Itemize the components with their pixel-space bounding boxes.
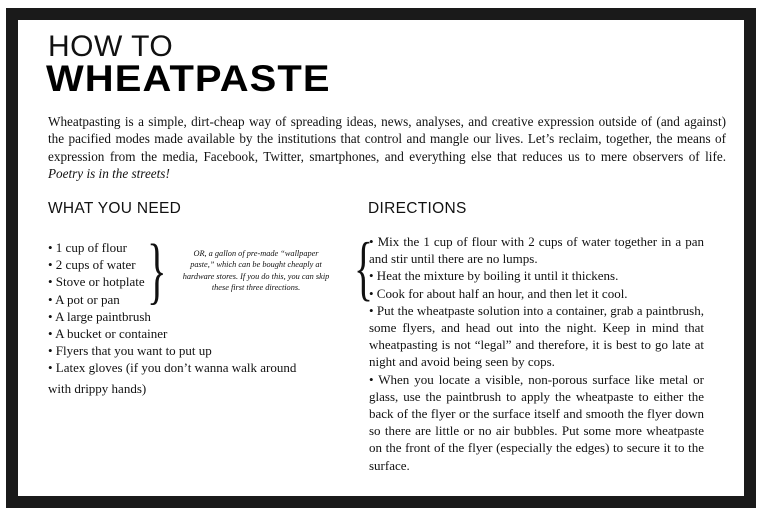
list-item: • 1 cup of flour: [48, 240, 127, 255]
intro-emphasis: Poetry is in the streets!: [48, 166, 170, 182]
list-item: • Flyers that you want to put up: [48, 343, 212, 359]
list-item: • A bucket or container: [48, 326, 168, 342]
direction-step: • Mix the 1 cup of flour with 2 cups of water together in a pan and stir until there are no lumps.: [369, 234, 704, 267]
intro-text: Wheatpasting is a simple, dirt-cheap way of spreading ideas, news, analyses, and creative expression outside of (and against) the pacified modes made available by the institutions that control and mangle our lives. Let’s reclaim, together, the means of expression from the media, Facebook, Twitter, smartphones, and everything else that reduces us to mere observers of life.: [48, 114, 726, 164]
direction-step: • Cook for about half an hour, and then let it cool.: [369, 285, 628, 301]
direction-step: • Put the wheatpaste solution into a container, grab a paintbrush, some flyers, and head out into the night. Keep in mind that wheatpasting is not “legal” and therefore, it is best to go late at night and avoid being seen by cops.: [369, 302, 704, 370]
right-brace-icon: }: [147, 230, 167, 312]
intro-paragraph: [48, 113, 726, 183]
list-item: • Stove or hotplate: [48, 274, 145, 290]
list-item: • A pot or pan: [48, 291, 120, 307]
direction-step: • Heat the mixture by boiling it until it thickens.: [369, 268, 619, 284]
list-item: • Latex gloves (if you don’t wanna walk around: [48, 360, 297, 376]
directions-heading: DIRECTIONS: [368, 200, 467, 217]
left-brace-icon: {: [354, 228, 374, 308]
list-item-continuation: with drippy hands): [48, 380, 147, 396]
what-you-need-heading: WHAT YOU NEED: [48, 200, 182, 217]
document-page: [18, 20, 744, 496]
page-frame: [6, 8, 756, 508]
list-item: • 2 cups of water: [48, 257, 136, 273]
title-light: HOW TO: [48, 30, 174, 63]
wallpaper-paste-note: OR, a gallon of pre-made “wallpaper paste,” which can be bought cheaply at hardware stores. If you do this, you can skip these first three directions.: [182, 249, 330, 293]
direction-step: • When you locate a visible, non-porous surface like metal or glass, use the paintbrush to apply the wheatpaste to either the back of the flyer or the surface itself and smooth the flyer down so there are little or no air bubbles. Put some more wheatpaste on the front of the flyer (especially the edges) to secure it to the surface.: [369, 371, 704, 473]
title-bold: WHEATPASTE: [46, 58, 331, 99]
list-item: • A large paintbrush: [48, 308, 151, 324]
directions-list: [369, 233, 704, 474]
